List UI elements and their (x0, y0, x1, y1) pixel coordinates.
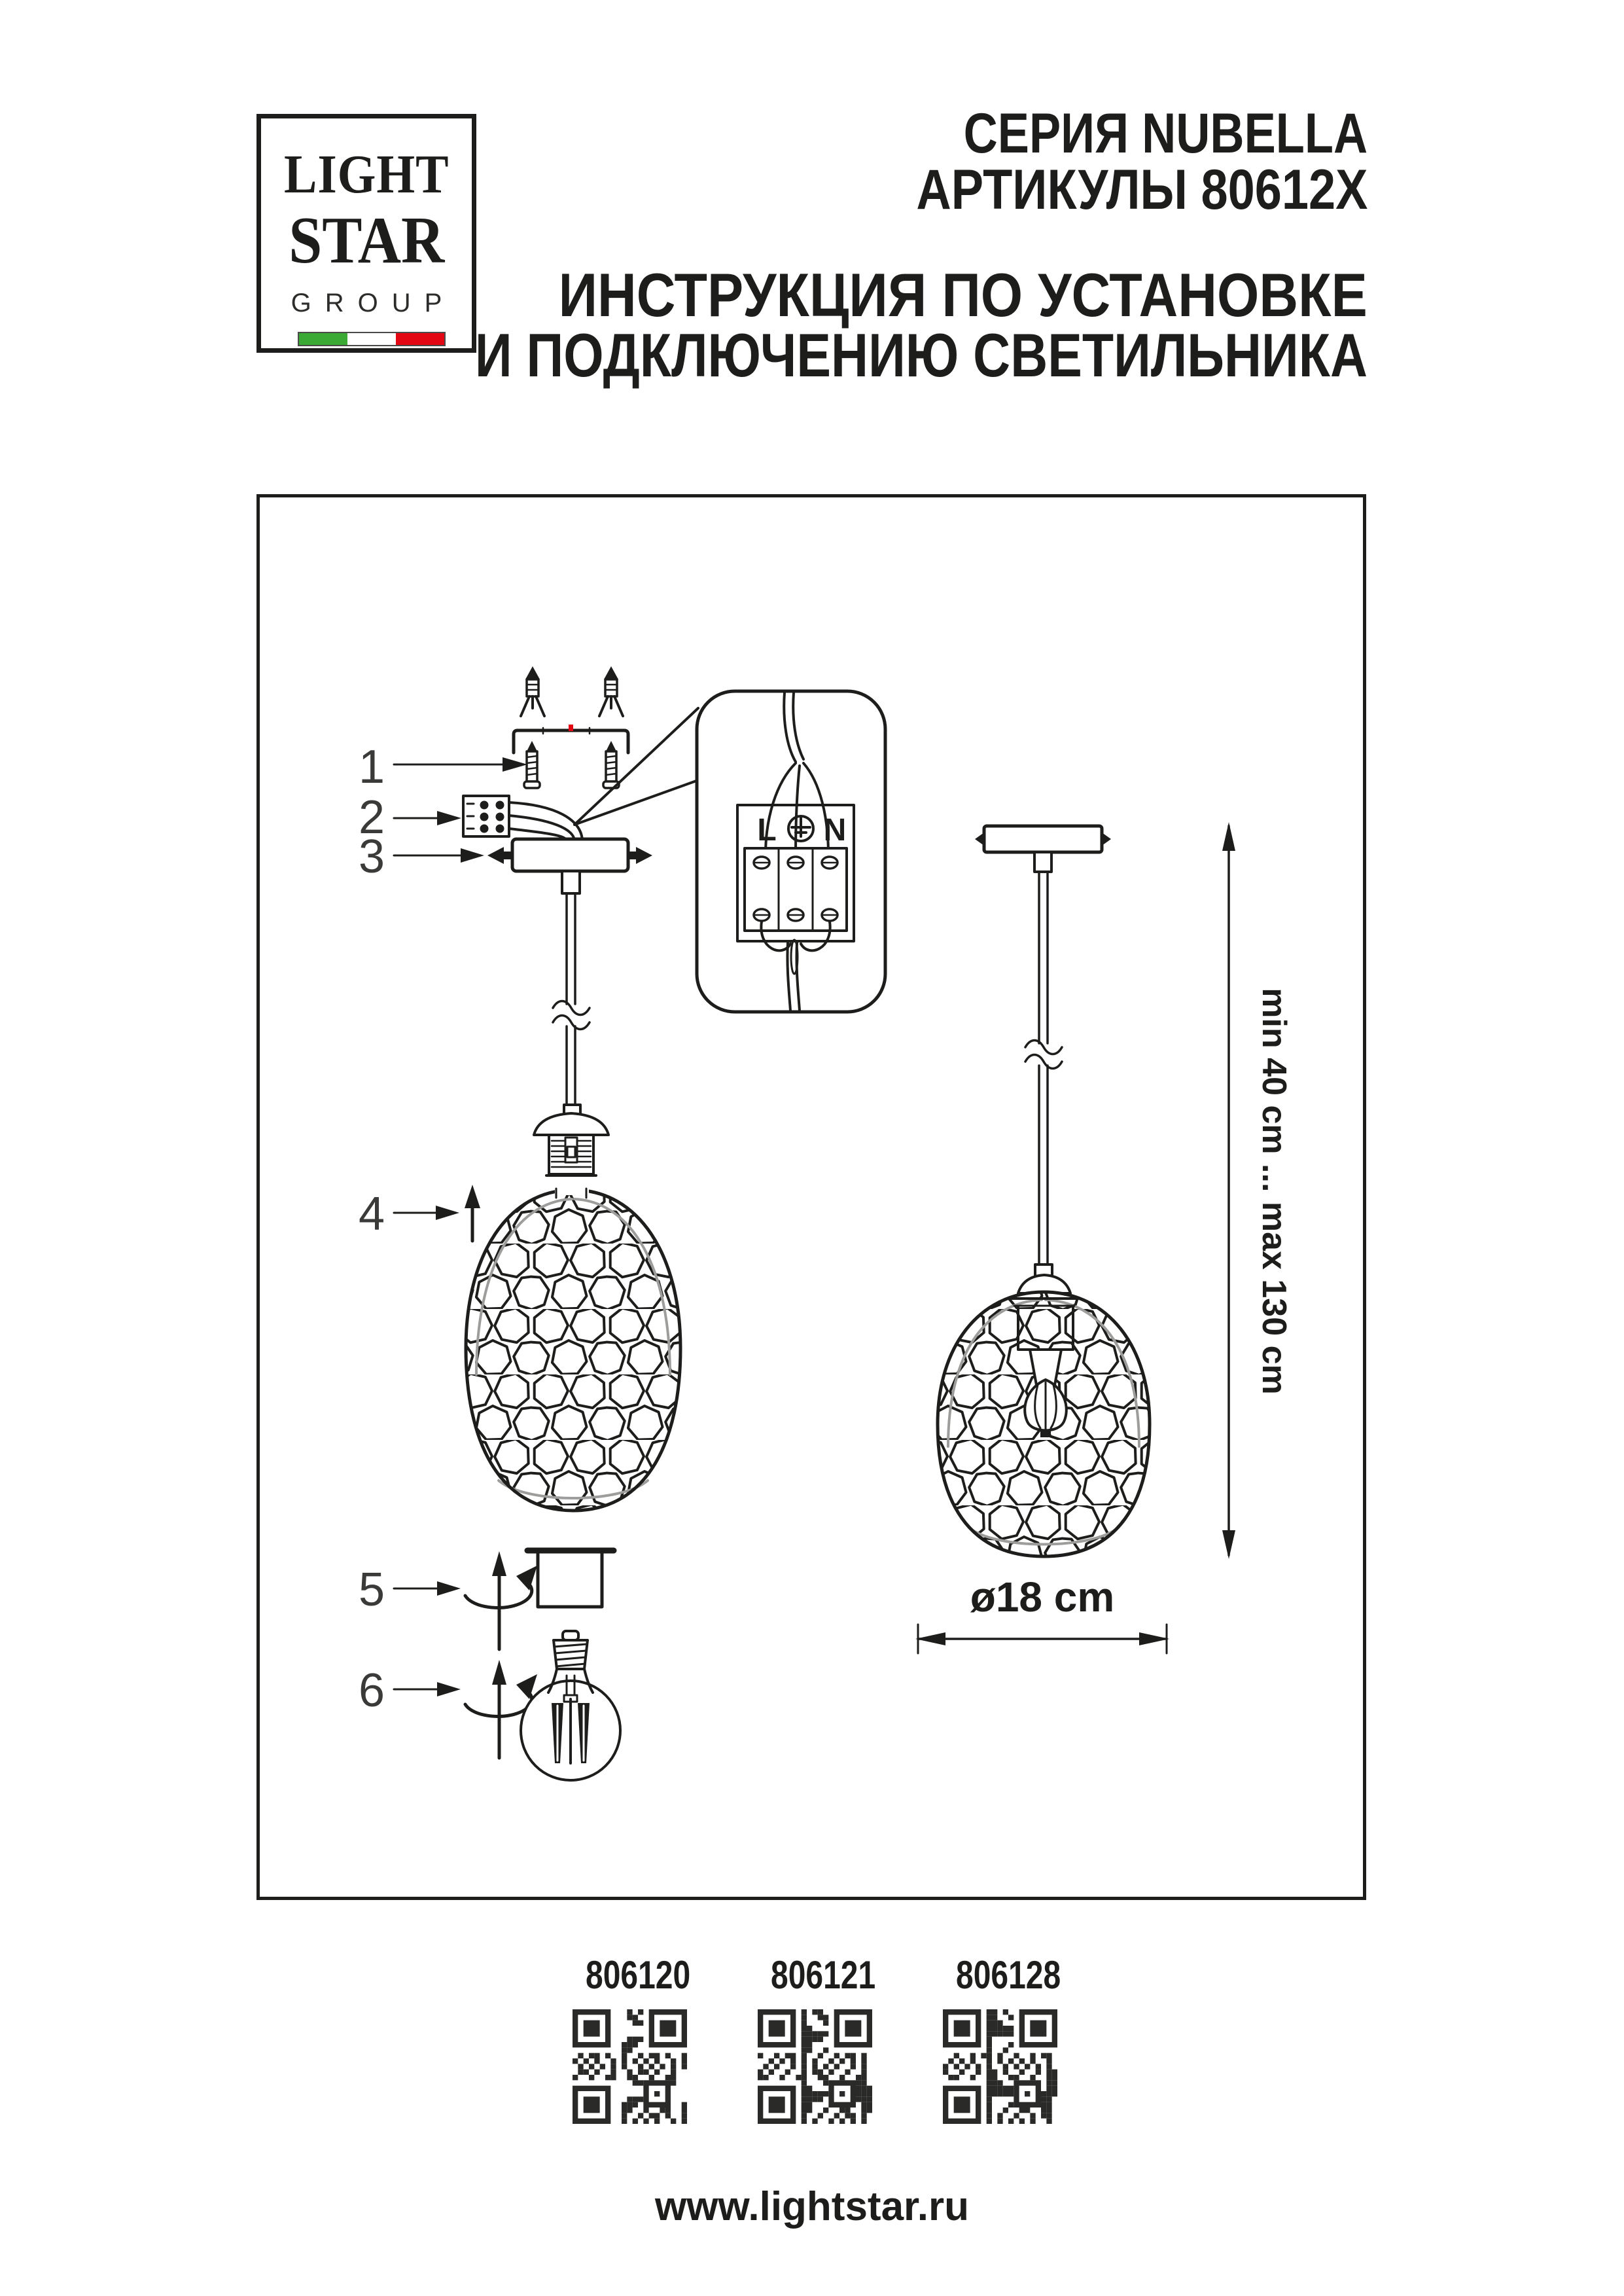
callout-label-2: 2 (358, 791, 385, 844)
qr-item-806128 (943, 1953, 1061, 2127)
inset-terminal-block (745, 848, 847, 931)
qr-code-image (758, 2009, 872, 2124)
logo-word-star: STAR (288, 204, 445, 278)
qr-code-label: 806121 (771, 1953, 876, 1997)
earth-symbol-icon (788, 816, 813, 841)
instruction-title-2: И ПОДКЛЮЧЕНИЮ СВЕТИЛЬНИКА (474, 321, 1368, 389)
instruction-title-1: ИНСТРУКЦИЯ ПО УСТАНОВКЕ (558, 260, 1368, 329)
callout-label-4: 4 (358, 1188, 385, 1240)
callout-arrow-3 (394, 848, 484, 863)
logo-word-light: LIGHT (283, 144, 450, 205)
terminal-wires (509, 802, 582, 840)
cable-break-left (553, 1001, 590, 1015)
cable-break-right (1025, 1041, 1062, 1054)
rotation-arrow-icon-5 (465, 1551, 537, 1649)
suspension-cable-left (553, 893, 590, 1105)
light-bulb (521, 1631, 620, 1780)
inset-label-live: L (757, 813, 777, 848)
callout-arrow-6 (394, 1682, 461, 1696)
inset-label-neutral: N (823, 813, 847, 848)
qr-code-image (943, 2009, 1057, 2124)
qr-item-806120 (573, 1953, 691, 2127)
footer-website: www.lightstar.ru (655, 2184, 969, 2229)
diameter-dimension-label: ø18 cm (970, 1573, 1115, 1621)
diameter-dimension (915, 1573, 1169, 1653)
part1-wall-dowels (521, 666, 623, 716)
callout-label-5: 5 (358, 1564, 385, 1616)
height-dimension (1222, 822, 1293, 1559)
callout-arrow-4 (394, 1185, 480, 1241)
detail-inset (697, 691, 885, 1012)
ceiling-canopy (512, 839, 628, 893)
qr-code-label: 806120 (586, 1953, 691, 1997)
series-title: СЕРИЯ NUBELLA (963, 102, 1368, 165)
callout-arrow-2 (394, 811, 461, 825)
part1-screws (524, 741, 619, 788)
socket-ring (527, 1551, 614, 1607)
assembled-lamp (938, 826, 1150, 1556)
articles-title: АРТИКУЛЫ 80612X (915, 158, 1368, 221)
canopy-right (975, 826, 1111, 872)
logo-word-group: GROUP (291, 289, 456, 317)
callout-arrow-5 (394, 1581, 461, 1596)
lamp-shade-left (466, 1187, 680, 1511)
socket-assembly (534, 1105, 609, 1175)
cable-right (1025, 872, 1062, 1265)
callout-label-1: 1 (358, 741, 385, 793)
callout-label-6: 6 (358, 1664, 385, 1717)
callout-arrow-1 (394, 757, 527, 772)
terminal-block-small (463, 796, 509, 836)
height-dimension-label: min 40 cm ... max 130 cm (1255, 988, 1293, 1395)
qr-item-806121 (758, 1953, 876, 2127)
qr-code-label: 806128 (956, 1953, 1061, 1997)
qr-code-image (573, 2009, 687, 2124)
inset-callout-lines (574, 708, 698, 825)
bracket-center-mark (569, 725, 573, 731)
callout-label-3: 3 (358, 831, 385, 883)
